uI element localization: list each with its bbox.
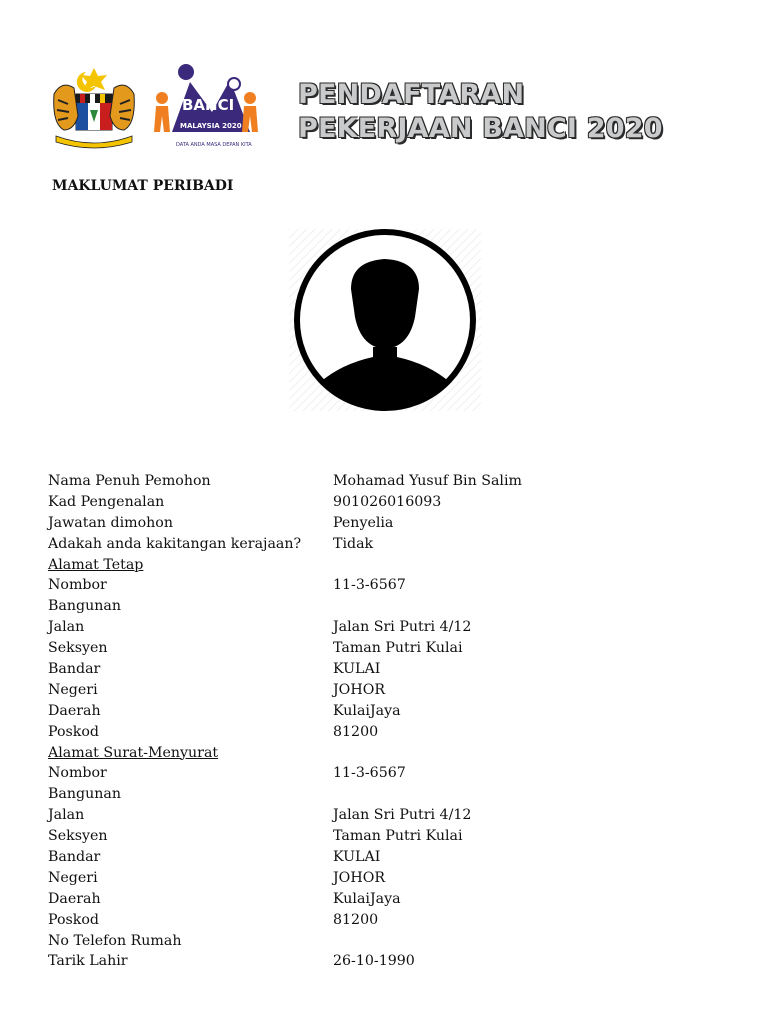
field-label: Poskod	[48, 911, 100, 928]
field-row	[48, 638, 728, 659]
field-label: Jawatan dimohon	[48, 514, 173, 531]
coat-of-arms-logo	[46, 64, 142, 150]
field-row	[48, 951, 728, 972]
field-label: Poskod	[48, 723, 100, 740]
field-value: KULAI	[333, 849, 381, 866]
field-value: KulaiJaya	[333, 890, 401, 907]
address-section-heading	[48, 743, 728, 764]
title-line-1: PENDAFTARAN	[298, 79, 525, 110]
field-value: Taman Putri Kulai	[333, 828, 463, 845]
field-label: Bandar	[48, 661, 101, 678]
field-label: Seksyen	[48, 640, 108, 657]
field-label: Jalan	[48, 619, 85, 636]
field-value: Penyelia	[333, 514, 394, 531]
field-row	[48, 575, 728, 596]
field-value: Tidak	[333, 535, 374, 552]
field-label: Bangunan	[48, 786, 121, 803]
field-label: Tarik Lahir	[48, 953, 128, 970]
field-row	[48, 617, 728, 638]
field-label: No Telefon Rumah	[48, 932, 182, 949]
field-label: Bandar	[48, 849, 101, 866]
field-label: Daerah	[48, 702, 101, 719]
banci-logo-sub: MALAYSIA 2020	[180, 122, 242, 130]
field-label: Nama Penuh Pemohon	[48, 473, 211, 489]
field-label: Kad Pengenalan	[48, 493, 165, 510]
field-row	[48, 680, 728, 701]
field-label: Bangunan	[48, 598, 121, 615]
banci-tagline: DATA ANDA MASA DEPAN KITA	[176, 142, 252, 148]
field-label: Negeri	[48, 869, 98, 886]
field-label: Seksyen	[48, 828, 108, 845]
field-value: Jalan Sri Putri 4/12	[333, 807, 472, 824]
field-value: Mohamad Yusuf Bin Salim	[333, 473, 522, 489]
personal-info-list	[48, 471, 728, 972]
field-row	[48, 659, 728, 680]
field-row	[48, 931, 728, 952]
field-row	[48, 492, 728, 513]
field-value: JOHOR	[333, 869, 386, 886]
field-value: Taman Putri Kulai	[333, 640, 463, 657]
field-value: 901026016093	[333, 493, 442, 510]
field-value: 81200	[333, 723, 379, 740]
title-line-2: PEKERJAAN BANCI 2020	[298, 113, 663, 144]
field-row	[48, 847, 728, 868]
field-value: JOHOR	[333, 681, 386, 698]
field-row	[48, 889, 728, 910]
field-label: Nombor	[48, 577, 107, 594]
field-row	[48, 701, 728, 722]
field-label: Negeri	[48, 681, 98, 698]
field-row	[48, 763, 728, 784]
field-row	[48, 513, 728, 534]
field-label: Alamat Surat-Menyurat	[48, 744, 219, 761]
field-label: Nombor	[48, 765, 107, 782]
field-row	[48, 784, 728, 805]
field-value: KULAI	[333, 661, 381, 678]
field-label: Daerah	[48, 890, 101, 907]
field-row	[48, 826, 728, 847]
field-value: 11-3-6567	[333, 765, 406, 782]
field-row	[48, 534, 728, 555]
field-row	[48, 596, 728, 617]
page-title	[298, 78, 663, 146]
field-row	[48, 471, 728, 492]
section-heading: MAKLUMAT PERIBADI	[52, 178, 234, 194]
field-value: 26-10-1990	[333, 953, 415, 970]
field-label: Alamat Tetap	[48, 556, 144, 573]
profile-avatar-icon	[289, 229, 481, 411]
banci-logo-word: BANCI	[182, 96, 235, 114]
field-value: 81200	[333, 911, 379, 928]
field-row	[48, 868, 728, 889]
field-row	[48, 910, 728, 931]
field-label: Jalan	[48, 807, 85, 824]
field-value: Jalan Sri Putri 4/12	[333, 619, 472, 636]
address-section-heading	[48, 555, 728, 576]
field-value: KulaiJaya	[333, 702, 401, 719]
field-row	[48, 722, 728, 743]
field-value: 11-3-6567	[333, 577, 406, 594]
banci-2020-logo	[150, 62, 262, 154]
field-label: Adakah anda kakitangan kerajaan?	[48, 535, 302, 552]
field-row	[48, 805, 728, 826]
